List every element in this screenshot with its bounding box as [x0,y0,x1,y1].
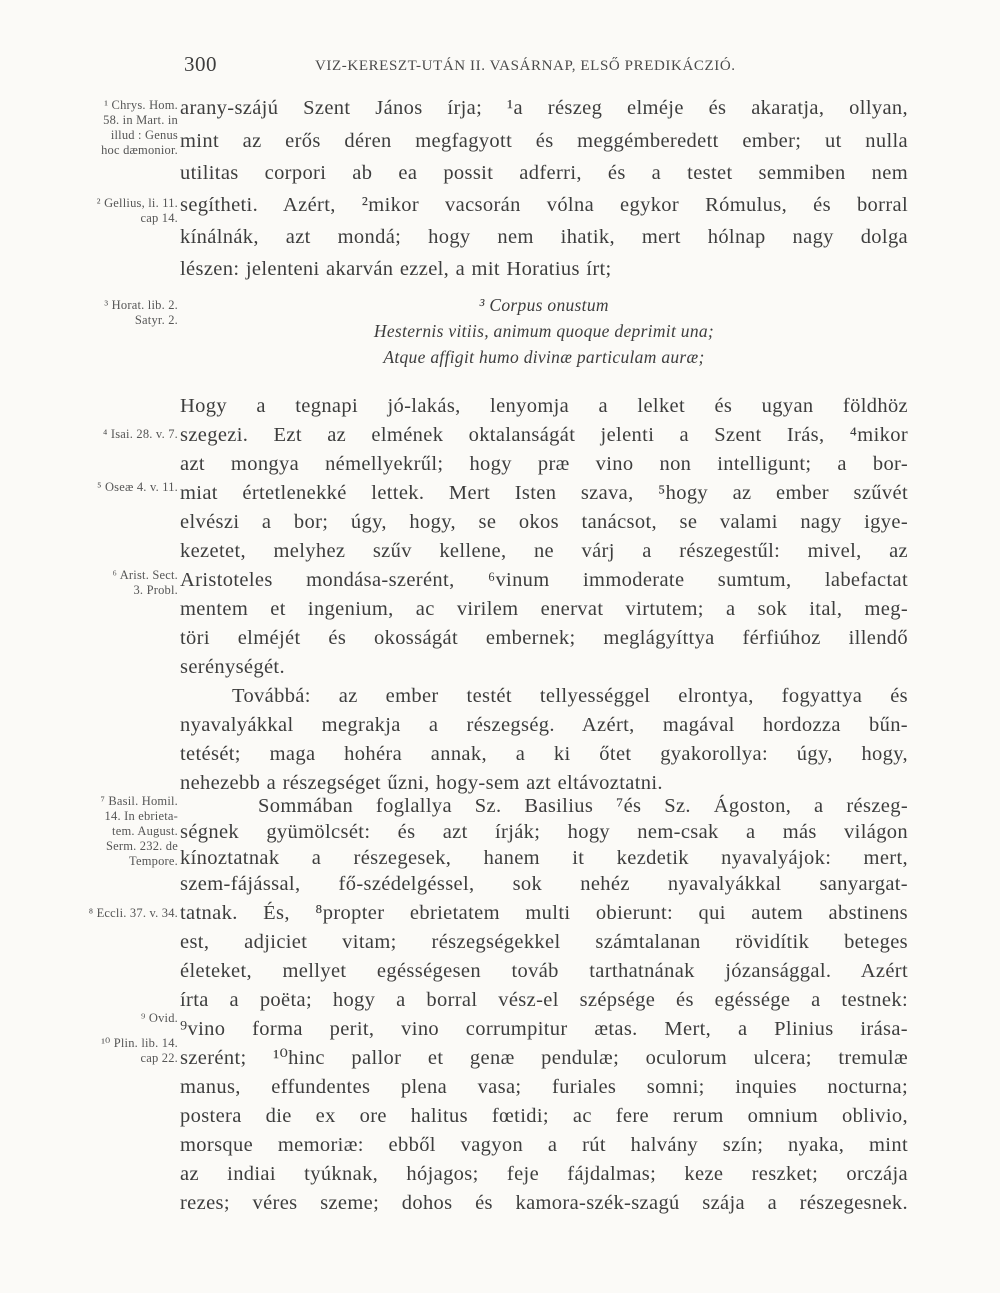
margin-note: ⁵ Oseæ 4. v. 11. [97,480,178,494]
text-line: serénységét. [180,656,285,678]
text-line: postera die ex ore halitus fœtidi; ac fere rerum omnium oblivio, [180,1105,908,1127]
text-line: kezetet, melyhez szűv kellene, ne várj a részegestűl: mivel, az [180,540,908,562]
text-line: Továbbá: az ember testét tellyességgel elrontya, fogyattya és [232,685,908,707]
text-line: szem-fájással, fő-szédelgéssel, sok nehéz nyavalyákkal sanyargat- [180,873,908,895]
text-line: mint az erős déren megfagyott és meggémberedett ember; ut nulla [180,130,908,152]
text-line: Sommában foglallya Sz. Basilius ⁷és Sz. Ágoston, a részeg- [258,795,908,817]
text-line: nyavalyákkal megrakja a részegség. Azért, magával hordozza bűn- [180,714,908,736]
text-line: ⁹vino forma perit, vino corrumpitur ætas. Mert, a Plinius irása- [180,1018,908,1040]
text-line: est, adjiciet vitam; részegségekkel számtalanan rövidítik beteges [180,931,908,953]
margin-note: ⁸ Eccli. 37. v. 34. [88,906,178,920]
margin-note: ⁶ Arist. Sect. 3. Probl. [112,568,178,597]
page-number: 300 [184,52,217,76]
text-line: tetését; maga hohéra annak, a ki őtet gyakorollya: úgy, hogy, [180,743,908,765]
text-line: kínoztatnak a részegesek, hanem it kezdetik nyavalyájok: mert, [180,847,908,869]
margin-note: ¹ Chrys. Hom. 58. in Mart. in illud : Genus hoc dæmonior. [101,98,178,157]
page-header [0,52,1000,82]
text-line: kínálnák, azt mondá; hogy nem ihatik, mert hólnap nagy dolga [180,226,908,248]
text-line: mentem et ingenium, ac virilem enervat virtutem; a sok ital, meg- [180,598,908,620]
margin-note: ³ Horat. lib. 2. Satyr. 2. [104,298,178,327]
text-line: szegezi. Ezt az elmének oktalanságát jelenti a Szent Irás, ⁴mikor [180,424,908,446]
text-line: Hogy a tegnapi jó-lakás, lenyomja a lelket és ugyan földhöz [180,395,908,417]
text-line: nehezebb a részegséget űzni, hogy-sem azt eltávoztatni. [180,772,663,794]
text-line: életeket, mellyet egésségesen továb tarthatnának józansággal. Azért [180,960,908,982]
text-line: lészen: jelenteni akarván ezzel, a mit Horatius írt; [180,258,612,280]
text-line: utilitas corpori ab ea possit adferri, és a testet semmiben nem [180,162,908,184]
margin-note: ⁴ Isai. 28. v. 7. [103,427,178,441]
text-line: arany-szájú Szent János írja; ¹a részeg elméje és akaratja, ollyan, [180,97,908,119]
text-line: azt mongya némellyekrűl; hogy præ vino non intelligunt; a bor- [180,453,908,475]
text-line: morsque memoriæ: ebből vagyon a rút halvány szín; nyaka, mint [180,1134,908,1156]
margin-note: ⁷ Basil. Homil. 14. In ebrieta- tem. August. Serm. 232. de Tempore. [100,794,178,868]
running-title: VIZ-KERESZT-UTÁN II. VASÁRNAP, ELSŐ PREDIKÁCZIÓ. [315,58,736,74]
margin-note: ¹⁰ Plin. lib. 14. cap 22. [101,1036,178,1065]
text-line: manus, effundentes plena vasa; furiales somni; inquies nocturna; [180,1076,908,1098]
text-line: szerént; ¹⁰hinc pallor et genæ pendulæ; oculorum ulcera; tremulæ [180,1047,908,1069]
text-line: tatnak. És, ⁸propter ebrietatem multi obierunt: qui autem abstinens [180,902,908,924]
margin-note: ⁹ Ovid. [140,1011,178,1025]
text-line: Aristoteles mondása-szerént, ⁶vinum immoderate sumtum, labefactat [180,569,908,591]
text-line: miat értetlenekké lettek. Mert Isten szava, ⁵hogy az ember szűvét [180,482,908,504]
text-line: segítheti. Azért, ²mikor vacsorán vólna egykor Rómulus, és borral [180,194,908,216]
text-line: töri elméjét és okosságát embernek; meglágyíttya férfiúhoz illendő [180,627,908,649]
text-line: rezes; véres szeme; dohos és kamora-szék-szagú szája a részegesnek. [180,1192,908,1214]
text-line: írta a poëta; hogy a borral vész-el szépsége és egéssége a testnek: [180,989,908,1011]
verse-line: ³ Corpus onustum [479,295,609,315]
text-line: elvészi a bor; úgy, hogy, se okos tanácsot, se valami nagy igye- [180,511,908,533]
verse-line: Atque affigit humo divinæ particulam auræ; [383,347,705,367]
margin-note: ² Gellius, li. 11. cap 14. [96,196,178,225]
text-line: ségnek gyümölcsét: és azt írják; hogy nem-csak a más világon [180,821,908,843]
text-line: az indiai tyúknak, hójagos; feje fájdalmas; keze reszket; orczája [180,1163,908,1185]
verse-line: Hesternis vitiis, animum quoque deprimit una; [373,321,715,341]
